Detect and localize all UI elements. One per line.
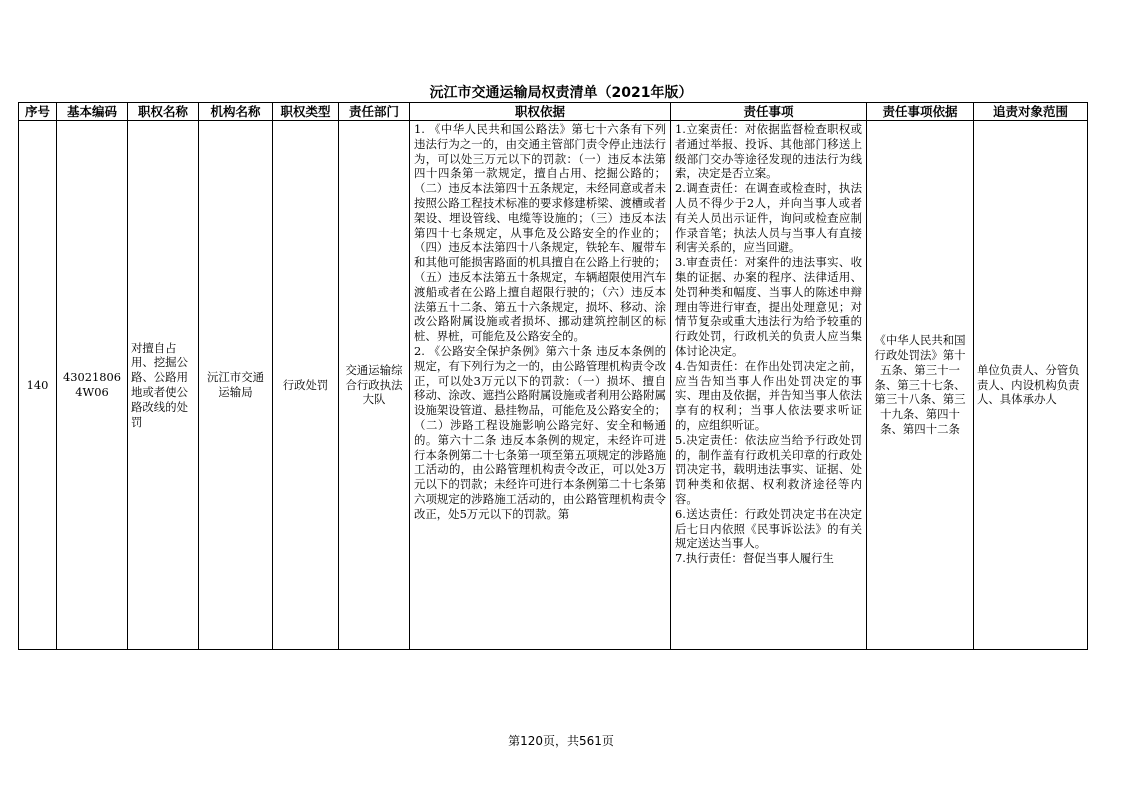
name-text: 对擅自占用、挖掘公路、公路用地或者使公路改线的处罚	[131, 340, 188, 429]
duties-text	[671, 121, 866, 649]
cell-type: 行政处罚	[273, 121, 339, 650]
cell-duty-basis	[867, 121, 974, 650]
dept-text: 交通运输综合行政执法大队	[345, 362, 403, 407]
header-name: 职权名称	[128, 103, 199, 121]
duty-item: 7.执行责任：督促当事人履行生	[675, 551, 834, 566]
header-row	[19, 103, 1088, 121]
cell-code	[57, 121, 128, 650]
authority-table	[18, 102, 1088, 650]
basis-paragraph: 1. 《中华人民共和国公路法》第七十六条有下列违法行为之一的，由交通主管部门责令停止违法行为，可以处三万元以下的罚款：（一）违反本法第四十四条第一款规定，擅自占用、挖掘公路的；（二）违反本法第四十五条规定，未经同意或者未按照公路工程技术标准的要求修建桥梁、渡槽或者架设、埋设管线、电缆等设施的；（三）违反本法第四十七条规定，从事危及公路安全的作业的；（四）违反本法第四十八条规定，铁轮车、履带车和其他可能损害路面的机具擅自在公路上行驶的；（五）违反本法第五十条规定，车辆超限使用汽车渡船或者在公路上擅自超限行驶的；（六）违反本法第五十二条、第五十六条规定，损坏、移动、涂改公路附属设施或者损坏、挪动建筑控制区的标桩、界桩，可能危及公路安全的。	[414, 122, 666, 344]
scope-text: 单位负责人、分管负责人、内设机构负责人、具体承办人	[977, 362, 1080, 407]
duty-item: 6.送达责任：行政处罚决定书在决定后七日内依照《民事诉讼法》的有关规定送达当事人。	[675, 506, 862, 551]
table-row	[19, 121, 1088, 650]
header-org: 机构名称	[199, 103, 273, 121]
duty-item: 5.决定责任：依法应当给予行政处罚的，制作盖有行政机关印章的行政处罚决定书，载明违法事实、证据、处罚种类和依据、权利救济途径等内容。	[675, 432, 862, 506]
duty-item: 2.调查责任：在调查或检查时，执法人员不得少于2人，并向当事人或者有关人员出示证件，询问或检查应制作录音笔；执法人员与当事人有直接利害关系的，应当回避。	[675, 181, 862, 255]
cell-dept	[339, 121, 410, 650]
cell-duties	[671, 121, 867, 650]
header-duty-basis: 责任事项依据	[867, 103, 974, 121]
cell-seq: 140	[19, 121, 57, 650]
header-code: 基本编码	[57, 103, 128, 121]
header-seq: 序号	[19, 103, 57, 121]
basis-paragraph: 2. 《公路安全保护条例》第六十条 违反本条例的规定，有下列行为之一的，由公路管理机构责令改正，可以处3万元以下的罚款：（一）损坏、擅自移动、涂改、遮挡公路附属设施或者利用公路附属设施架设管道、悬挂物品，可能危及公路安全的；（二）涉路工程设施影响公路完好、安全和畅通的。第六十二条 违反本条例的规定，未经许可进行本条例第二十七条第一项至第五项规定的涉路施工活动的，由公路管理机构责令改正，可以处3万元以下的罚款；未经许可进行本条例第二十七条第六项规定的涉路施工活动的，由公路管理机构责令改正，处5万元以下的罚款。第	[414, 343, 666, 521]
header-dept: 责任部门	[339, 103, 410, 121]
code-text: 430218064W06	[63, 370, 121, 399]
header-duties: 责任事项	[671, 103, 867, 121]
header-basis: 职权依据	[410, 103, 671, 121]
header-scope: 追责对象范围	[974, 103, 1088, 121]
duty-item: 3.审查责任：对案件的违法事实、收集的证据、办案的程序、法律适用、处罚种类和幅度、当事人的陈述申辩理由等进行审查，提出处理意见；对情节复杂或重大违法行为给予较重的行政处罚，行政机关的负责人应当集体讨论决定。	[675, 255, 862, 358]
org-text: 沅江市交通运输局	[207, 370, 264, 399]
cell-org	[199, 121, 273, 650]
cell-basis	[410, 121, 671, 650]
cell-scope	[974, 121, 1088, 650]
cell-name	[128, 121, 199, 650]
basis-text	[410, 121, 670, 649]
duty-item: 4.告知责任：在作出处罚决定之前，应当告知当事人作出处罚决定的事实、理由及依据，并告知当事人依法享有的权利；当事人依法要求听证的，应组织听证。	[675, 358, 862, 432]
duty-item: 1.立案责任：对依据监督检查职权或者通过举报、投诉、其他部门移送上级部门交办等途径发现的违法行为线索，决定是否立案。	[675, 122, 862, 181]
duty-basis-text: 《中华人民共和国行政处罚法》第十五条、第三十一条、第三十七条、第三十八条、第三十九条、第四十条、第四十二条	[874, 333, 966, 436]
page-number: 第120页，共561页	[508, 734, 614, 748]
header-type: 职权类型	[273, 103, 339, 121]
page-title: 沅江市交通运输局权责清单（2021年版）	[429, 85, 693, 101]
